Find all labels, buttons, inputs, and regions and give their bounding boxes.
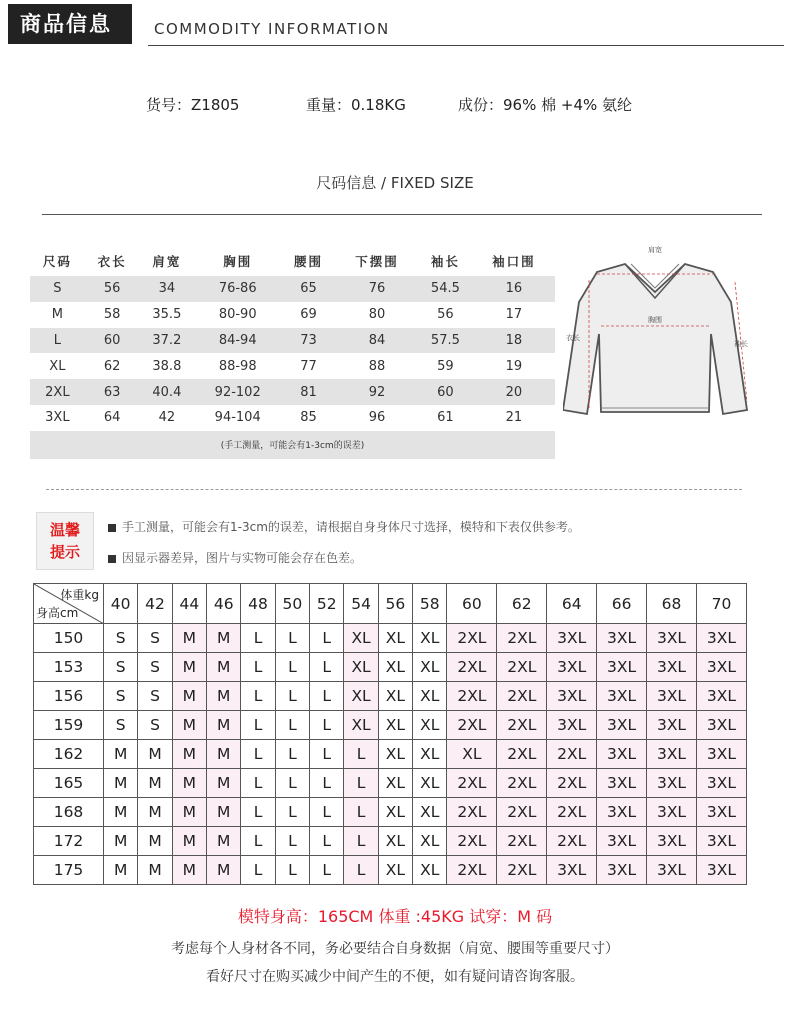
size-recommendation-cell: XL	[413, 856, 447, 885]
size-recommendation-cell: XL	[378, 711, 412, 740]
size-recommendation-cell: M	[104, 856, 138, 885]
size-recommendation-cell: XL	[378, 798, 412, 827]
size-recommendation-cell: L	[310, 624, 344, 653]
size-recommendation-cell: 2XL	[497, 827, 547, 856]
size-cell: 73	[281, 328, 336, 354]
tip-item	[108, 518, 580, 535]
size-cell: 60	[418, 379, 473, 405]
size-recommendation-cell: M	[172, 624, 206, 653]
weight-header-cell: 44	[172, 584, 206, 624]
size-recommendation-cell: 3XL	[597, 740, 647, 769]
size-header-cell: 胸围	[223, 254, 253, 269]
section-title-en: COMMODITY INFORMATION	[154, 20, 390, 38]
size-header-cell: 下摆围	[355, 254, 399, 269]
model-info: 模特身高：165CM 体重 :45KG 试穿：M 码	[237, 907, 553, 926]
size-cell: XL	[30, 353, 85, 379]
weight-header-cell: 50	[275, 584, 309, 624]
section-title-cn: 商品信息	[8, 4, 132, 44]
reference-row	[34, 769, 747, 798]
size-recommendation-cell: 3XL	[696, 798, 746, 827]
size-recommendation-cell: S	[138, 711, 172, 740]
size-cell: 60	[85, 328, 140, 354]
size-cell: 85	[281, 405, 336, 431]
reference-row	[34, 682, 747, 711]
size-recommendation-cell: S	[104, 682, 138, 711]
size-recommendation-cell: 2XL	[447, 856, 497, 885]
section-header	[8, 4, 784, 48]
size-recommendation-cell: L	[310, 711, 344, 740]
size-cell: 56	[418, 302, 473, 328]
height-cell: 165	[34, 769, 104, 798]
size-recommendation-cell: 2XL	[497, 653, 547, 682]
size-recommendation-cell: XL	[378, 769, 412, 798]
weight-header-cell: 70	[696, 584, 746, 624]
size-recommendation-cell: 2XL	[547, 798, 597, 827]
table-corner	[34, 584, 104, 624]
size-cell: 17	[473, 302, 555, 328]
square-bullet-icon	[108, 555, 116, 563]
size-recommendation-cell: 3XL	[696, 827, 746, 856]
size-recommendation-cell: L	[275, 827, 309, 856]
size-table	[30, 246, 555, 459]
size-recommendation-cell: 2XL	[497, 711, 547, 740]
size-recommendation-cell: L	[241, 798, 275, 827]
size-recommendation-cell: L	[310, 769, 344, 798]
size-header-cell: 袖长	[430, 254, 460, 269]
size-recommendation-cell: 2XL	[497, 769, 547, 798]
size-recommendation-cell: L	[344, 856, 378, 885]
size-recommendation-cell: L	[344, 769, 378, 798]
size-recommendation-cell: 3XL	[597, 711, 647, 740]
dashed-divider	[46, 489, 742, 490]
size-recommendation-cell: M	[207, 827, 241, 856]
size-recommendation-cell: M	[207, 682, 241, 711]
size-recommendation-cell: L	[344, 740, 378, 769]
size-recommendation-cell: 3XL	[647, 711, 697, 740]
size-recommendation-cell: L	[275, 653, 309, 682]
size-header-cell: 尺码	[42, 254, 72, 269]
weight-header-cell: 46	[207, 584, 241, 624]
weight-header-cell: 56	[378, 584, 412, 624]
size-table-note: (手工测量，可能会有1-3cm的误差)	[30, 431, 555, 459]
size-recommendation-cell: XL	[413, 740, 447, 769]
diagram-label-shoulder: 肩宽	[648, 246, 662, 254]
size-cell: 19	[473, 353, 555, 379]
size-recommendation-cell: M	[172, 798, 206, 827]
size-recommendation-cell: 3XL	[647, 856, 697, 885]
size-recommendation-cell: 3XL	[647, 769, 697, 798]
size-recommendation-cell: 3XL	[597, 653, 647, 682]
size-recommendation-cell: 3XL	[597, 856, 647, 885]
size-cell: 59	[418, 353, 473, 379]
weight-header-cell: 64	[547, 584, 597, 624]
size-recommendation-cell: L	[310, 682, 344, 711]
size-recommendation-cell: XL	[344, 711, 378, 740]
item-number: 货号：Z1805	[146, 96, 240, 114]
size-recommendation-cell: 3XL	[547, 856, 597, 885]
size-recommendation-cell: XL	[378, 682, 412, 711]
diagram-label-length: 衣长	[566, 334, 580, 342]
size-row	[30, 328, 555, 354]
size-cell: 35.5	[140, 302, 195, 328]
square-bullet-icon	[108, 524, 116, 532]
reference-header-row	[34, 584, 747, 624]
reference-row	[34, 711, 747, 740]
size-recommendation-cell: XL	[413, 769, 447, 798]
size-recommendation-cell: 3XL	[647, 827, 697, 856]
size-recommendation-cell: 2XL	[547, 740, 597, 769]
size-recommendation-cell: XL	[413, 711, 447, 740]
size-recommendation-cell: 2XL	[497, 740, 547, 769]
size-recommendation-cell: XL	[378, 624, 412, 653]
size-cell: 42	[140, 405, 195, 431]
size-recommendation-cell: M	[138, 740, 172, 769]
size-recommendation-cell: 2XL	[447, 682, 497, 711]
size-recommendation-cell: M	[207, 653, 241, 682]
weight-header-cell: 66	[597, 584, 647, 624]
size-cell: 57.5	[418, 328, 473, 354]
item-composition: 成份：96% 棉 +4% 氨纶	[458, 96, 633, 114]
size-cell: 92	[336, 379, 418, 405]
size-recommendation-cell: L	[241, 653, 275, 682]
size-recommendation-cell: 3XL	[647, 682, 697, 711]
size-recommendation-cell: 3XL	[547, 711, 597, 740]
reference-row	[34, 653, 747, 682]
size-recommendation-cell: L	[241, 740, 275, 769]
diagram-label-sleeve: 袖长	[734, 340, 748, 348]
item-weight: 重量：0.18KG	[306, 96, 406, 114]
size-recommendation-cell: XL	[413, 682, 447, 711]
size-recommendation-cell: XL	[378, 653, 412, 682]
size-recommendation-cell: L	[310, 653, 344, 682]
size-reference-table	[33, 583, 747, 885]
size-cell: 94-104	[194, 405, 281, 431]
size-cell: 16	[473, 276, 555, 302]
size-recommendation-cell: 3XL	[647, 740, 697, 769]
size-recommendation-cell: L	[275, 624, 309, 653]
size-recommendation-cell: L	[241, 769, 275, 798]
size-recommendation-cell: L	[310, 798, 344, 827]
size-recommendation-cell: L	[344, 827, 378, 856]
size-recommendation-cell: M	[172, 682, 206, 711]
size-recommendation-cell: 3XL	[647, 798, 697, 827]
height-axis-label: 身高cm	[36, 606, 79, 620]
size-cell: 34	[140, 276, 195, 302]
size-recommendation-cell: M	[207, 798, 241, 827]
size-recommendation-cell: M	[138, 798, 172, 827]
size-recommendation-cell: M	[207, 856, 241, 885]
size-recommendation-cell: M	[104, 798, 138, 827]
height-cell: 172	[34, 827, 104, 856]
reference-row	[34, 798, 747, 827]
size-recommendation-cell: 2XL	[497, 624, 547, 653]
size-row	[30, 379, 555, 405]
garment-diagram	[563, 242, 755, 424]
size-cell: 76-86	[194, 276, 281, 302]
height-cell: 175	[34, 856, 104, 885]
size-recommendation-cell: XL	[378, 856, 412, 885]
size-header-cell: 衣长	[97, 254, 127, 269]
size-recommendation-cell: M	[207, 624, 241, 653]
size-recommendation-cell: 3XL	[696, 856, 746, 885]
size-recommendation-cell: M	[172, 740, 206, 769]
size-recommendation-cell: 2XL	[447, 624, 497, 653]
size-recommendation-cell: 2XL	[447, 653, 497, 682]
tips-badge-line1: 温馨	[49, 521, 80, 539]
size-cell: S	[30, 276, 85, 302]
size-recommendation-cell: 3XL	[696, 711, 746, 740]
size-recommendation-cell: M	[172, 827, 206, 856]
size-recommendation-cell: 2XL	[447, 798, 497, 827]
size-cell: 64	[85, 405, 140, 431]
size-recommendation-cell: L	[275, 769, 309, 798]
size-recommendation-cell: XL	[413, 827, 447, 856]
size-recommendation-cell: 2XL	[497, 798, 547, 827]
size-cell: M	[30, 302, 85, 328]
tip-text-2: 因显示器差异，图片与实物可能会存在色差。	[122, 551, 363, 565]
reference-row	[34, 827, 747, 856]
weight-header-cell: 62	[497, 584, 547, 624]
size-recommendation-cell: M	[104, 740, 138, 769]
size-recommendation-cell: 3XL	[597, 624, 647, 653]
size-recommendation-cell: 2XL	[497, 856, 547, 885]
size-recommendation-cell: 3XL	[647, 624, 697, 653]
size-recommendation-cell: M	[207, 711, 241, 740]
size-recommendation-cell: L	[310, 740, 344, 769]
size-cell: 88-98	[194, 353, 281, 379]
size-recommendation-cell: M	[138, 856, 172, 885]
size-recommendation-cell: S	[104, 711, 138, 740]
size-recommendation-cell: S	[138, 653, 172, 682]
size-recommendation-cell: L	[241, 856, 275, 885]
size-recommendation-cell: M	[207, 769, 241, 798]
sweater-outline-icon	[563, 242, 755, 424]
size-cell: 38.8	[140, 353, 195, 379]
size-recommendation-cell: 3XL	[597, 827, 647, 856]
size-recommendation-cell: XL	[344, 682, 378, 711]
size-recommendation-cell: L	[275, 856, 309, 885]
size-recommendation-cell: M	[104, 827, 138, 856]
size-recommendation-cell: 2XL	[497, 682, 547, 711]
size-cell: 62	[85, 353, 140, 379]
size-info-title: 尺码信息 / FIXED SIZE	[316, 174, 474, 192]
size-cell: 21	[473, 405, 555, 431]
reference-row	[34, 740, 747, 769]
size-recommendation-cell: 3XL	[597, 682, 647, 711]
size-recommendation-cell: S	[104, 653, 138, 682]
size-recommendation-cell: 3XL	[696, 682, 746, 711]
size-cell: 81	[281, 379, 336, 405]
weight-header-cell: 42	[138, 584, 172, 624]
size-recommendation-cell: 3XL	[547, 653, 597, 682]
height-cell: 150	[34, 624, 104, 653]
reference-row	[34, 624, 747, 653]
size-recommendation-cell: XL	[413, 653, 447, 682]
tips-badge-line2: 提示	[49, 543, 80, 561]
size-cell: L	[30, 328, 85, 354]
size-header-cell: 袖口围	[492, 254, 536, 269]
height-cell: 162	[34, 740, 104, 769]
size-recommendation-cell: L	[275, 682, 309, 711]
size-recommendation-cell: S	[104, 624, 138, 653]
size-recommendation-cell: L	[275, 740, 309, 769]
size-recommendation-cell: XL	[344, 653, 378, 682]
size-title-divider	[42, 214, 762, 215]
size-cell: 58	[85, 302, 140, 328]
size-recommendation-cell: M	[104, 769, 138, 798]
size-recommendation-cell: L	[241, 624, 275, 653]
size-recommendation-cell: 3XL	[597, 769, 647, 798]
size-recommendation-cell: M	[172, 711, 206, 740]
closing-note-2: 看好尺寸在购买减少中间产生的不便，如有疑问请咨询客服。	[206, 969, 584, 985]
size-cell: 76	[336, 276, 418, 302]
height-cell: 168	[34, 798, 104, 827]
size-cell: 92-102	[194, 379, 281, 405]
size-recommendation-cell: 3XL	[696, 653, 746, 682]
weight-axis-label: 体重kg	[60, 588, 99, 602]
size-recommendation-cell: L	[241, 827, 275, 856]
size-cell: 20	[473, 379, 555, 405]
size-cell: 80	[336, 302, 418, 328]
tip-item	[108, 549, 362, 566]
size-cell: 69	[281, 302, 336, 328]
size-recommendation-cell: XL	[413, 624, 447, 653]
size-recommendation-cell: M	[138, 827, 172, 856]
tips-badge	[36, 512, 94, 570]
tip-text-1: 手工测量，可能会有1-3cm的误差，请根据自身身体尺寸选择，模特和下表仅供参考。	[122, 520, 580, 534]
size-recommendation-cell: 3XL	[597, 798, 647, 827]
size-cell: 61	[418, 405, 473, 431]
size-row	[30, 353, 555, 379]
size-recommendation-cell: S	[138, 624, 172, 653]
size-recommendation-cell: M	[172, 653, 206, 682]
weight-header-cell: 52	[310, 584, 344, 624]
size-recommendation-cell: 2XL	[447, 769, 497, 798]
weight-header-cell: 48	[241, 584, 275, 624]
weight-header-cell: 54	[344, 584, 378, 624]
size-recommendation-cell: 3XL	[547, 624, 597, 653]
size-recommendation-cell: XL	[378, 827, 412, 856]
weight-header-cell: 58	[413, 584, 447, 624]
size-cell: 80-90	[194, 302, 281, 328]
size-cell: 96	[336, 405, 418, 431]
size-recommendation-cell: 2XL	[447, 827, 497, 856]
size-recommendation-cell: 2XL	[547, 827, 597, 856]
size-recommendation-cell: XL	[413, 798, 447, 827]
weight-header-cell: 60	[447, 584, 497, 624]
size-recommendation-cell: L	[275, 798, 309, 827]
size-recommendation-cell: L	[344, 798, 378, 827]
size-cell: 84-94	[194, 328, 281, 354]
size-recommendation-cell: 2XL	[547, 769, 597, 798]
size-recommendation-cell: L	[241, 711, 275, 740]
weight-header-cell: 68	[647, 584, 697, 624]
size-recommendation-cell: L	[310, 856, 344, 885]
size-recommendation-cell: 3XL	[547, 682, 597, 711]
size-recommendation-cell: L	[241, 682, 275, 711]
size-recommendation-cell: L	[310, 827, 344, 856]
size-recommendation-cell: XL	[378, 740, 412, 769]
size-table-header	[30, 246, 555, 276]
size-recommendation-cell: M	[138, 769, 172, 798]
size-recommendation-cell: M	[172, 769, 206, 798]
weight-header-cell: 40	[104, 584, 138, 624]
size-recommendation-cell: XL	[344, 624, 378, 653]
size-header-cell: 腰围	[294, 254, 324, 269]
closing-note-1: 考虑每个人身材各不同，务必要结合自身数据（肩宽、腰围等重要尺寸）	[171, 941, 619, 957]
size-recommendation-cell: S	[138, 682, 172, 711]
size-recommendation-cell: XL	[447, 740, 497, 769]
header-divider	[148, 45, 784, 46]
size-recommendation-cell: 3XL	[696, 624, 746, 653]
size-cell: 40.4	[140, 379, 195, 405]
height-cell: 156	[34, 682, 104, 711]
size-row	[30, 405, 555, 431]
height-cell: 159	[34, 711, 104, 740]
size-header-cell: 肩宽	[152, 254, 182, 269]
size-cell: 77	[281, 353, 336, 379]
size-recommendation-cell: 3XL	[647, 653, 697, 682]
size-recommendation-cell: 2XL	[447, 711, 497, 740]
reference-row	[34, 856, 747, 885]
size-cell: 88	[336, 353, 418, 379]
size-recommendation-cell: L	[275, 711, 309, 740]
size-cell: 37.2	[140, 328, 195, 354]
height-cell: 153	[34, 653, 104, 682]
diagram-label-chest: 胸围	[648, 316, 662, 324]
size-row	[30, 302, 555, 328]
size-cell: 3XL	[30, 405, 85, 431]
size-cell: 63	[85, 379, 140, 405]
size-cell: 84	[336, 328, 418, 354]
size-recommendation-cell: M	[172, 856, 206, 885]
size-recommendation-cell: 3XL	[696, 769, 746, 798]
size-row	[30, 276, 555, 302]
size-cell: 56	[85, 276, 140, 302]
size-cell: 65	[281, 276, 336, 302]
size-recommendation-cell: M	[207, 740, 241, 769]
size-cell: 54.5	[418, 276, 473, 302]
size-recommendation-cell: 3XL	[696, 740, 746, 769]
size-cell: 18	[473, 328, 555, 354]
size-cell: 2XL	[30, 379, 85, 405]
